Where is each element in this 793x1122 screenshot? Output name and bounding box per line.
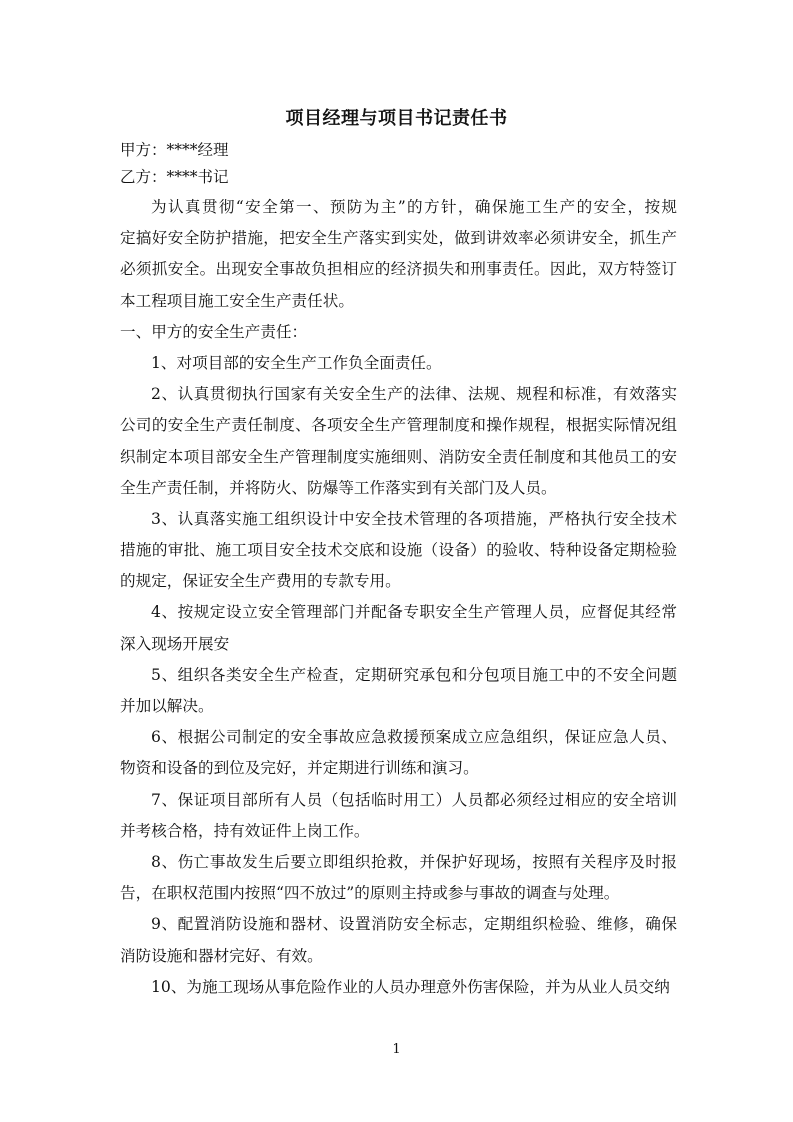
document-title: 项目经理与项目书记责任书	[285, 108, 508, 129]
paragraph	[120, 785, 677, 847]
paragraph	[120, 909, 677, 971]
paragraph	[120, 660, 677, 722]
party-a: 甲方：****经理	[120, 141, 229, 159]
paragraph-line: 8、伤亡事故发生后要立即组织抢救，并保护好现场，按照有关程序及时报	[151, 852, 677, 871]
paragraph	[120, 317, 677, 348]
paragraph-line: 织制定本项目部安全生产管理制度实施细则、消防安全责任制度和其他员工的安	[120, 447, 677, 466]
paragraph-line: 为认真贯彻“安全第一、预防为主”的方针，确保施工生产的安全，按规	[151, 198, 677, 216]
paragraph-line: 10、为施工现场从事危险作业的人员办理意外伤害保险，并为从业人员交纳	[151, 977, 670, 996]
paragraph-line: 本工程项目施工安全生产责任状。	[120, 291, 354, 310]
paragraph-line: 6、根据公司制定的安全事故应急救援预案成立应急组织，保证应急人员、	[151, 728, 677, 747]
paragraph-line: 公司的安全生产责任制度、各项安全生产管理制度和操作规程，根据实际情况组	[120, 416, 677, 435]
paragraph-line: 9、配置消防设施和器材、设置消防安全标志，定期组织检验、维修，确保	[151, 915, 677, 934]
paragraph	[120, 379, 677, 504]
paragraph-line: 并考核合格，持有效证件上岗工作。	[120, 821, 370, 840]
paragraph-line: 全生产责任制，并将防火、防爆等工作落实到有关部门及人员。	[120, 478, 557, 497]
party-b: 乙方：****书记	[120, 168, 229, 186]
paragraph-line: 物资和设备的到位及完好，并定期进行训练和演习。	[120, 759, 479, 778]
paragraph-line: 4、按规定设立安全管理部门并配备专职安全生产管理人员，应督促其经常	[151, 603, 677, 622]
paragraph-line: 1、对项目部的安全生产工作负全面责任。	[151, 353, 442, 372]
paragraph-line: 并加以解决。	[120, 697, 214, 715]
paragraph-line: 5、组织各类安全生产检查，定期研究承包和分包项目施工中的不安全问题	[151, 665, 677, 684]
paragraph-line: 7、保证项目部所有人员（包括临时用工）人员都必须经过相应的安全培训	[151, 790, 677, 809]
paragraph-line: 消防设施和器材完好、有效。	[120, 946, 323, 965]
paragraph-line: 的规定，保证安全生产费用的专款专用。	[120, 572, 401, 591]
paragraph-line: 深入现场开展安	[120, 634, 230, 653]
paragraph	[120, 348, 677, 379]
paragraph	[120, 192, 677, 317]
document-body	[120, 192, 677, 1003]
paragraph	[120, 847, 677, 909]
paragraph-line: 3、认真落实施工组织设计中安全技术管理的各项措施，严格执行安全技术	[151, 509, 677, 528]
page-number: 1	[392, 1042, 401, 1057]
paragraph-line: 定搞好安全防护措施，把安全生产落实到实处，做到讲效率必须讲安全，抓生产	[120, 229, 677, 248]
paragraph-line: 一、甲方的安全生产责任：	[120, 322, 308, 341]
paragraph-line: 告，在职权范围内按照“四不放过”的原则主持或参与事故的调查与处理。	[120, 884, 620, 903]
paragraph	[120, 972, 677, 1003]
paragraph	[120, 722, 677, 784]
paragraph	[120, 504, 677, 598]
paragraph-line: 措施的审批、施工项目安全技术交底和设施（设备）的验收、特种设备定期检验	[120, 541, 677, 560]
paragraph	[120, 597, 677, 659]
paragraph-line: 必须抓安全。出现安全事故负担相应的经济损失和刑事责任。因此，双方特签订	[120, 260, 677, 279]
paragraph-line: 2、认真贯彻执行国家有关安全生产的法律、法规、规程和标准，有效落实	[151, 385, 677, 404]
